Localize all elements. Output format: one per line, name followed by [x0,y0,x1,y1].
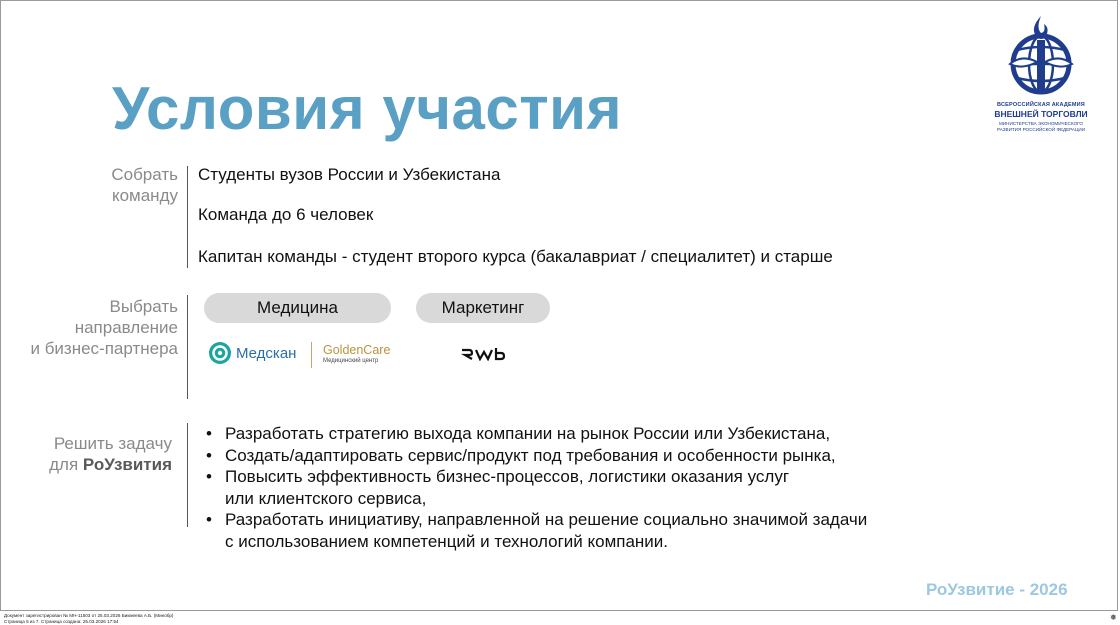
bullet-marker: • [206,510,212,529]
task-bullet-text-cont: или клиентского сервиса, [225,488,427,508]
goldencare-subtitle: Медицинский центр [323,358,379,364]
logo-text-line3a: МИНИСТЕРСТВА ЭКОНОМИЧЕСКОГО [999,121,1083,126]
section-direction-label-line3: и бизнес-партнера [30,339,178,358]
direction-marketing-pill: Маркетинг [416,293,550,323]
section-team-label-line1: Собрать [111,165,178,184]
section-task-divider [187,423,188,527]
partner-medscan-logo [208,341,296,365]
registration-stamp [4,613,173,624]
section-task-label-brand: РоУзвития [82,455,172,474]
task-bullet [206,509,867,552]
logo-text-line3b: РАЗВИТИЯ РОССИЙСКОЙ ФЕДЕРАЦИИ [996,127,1086,132]
task-bullet-text: Разработать инициативу, направленной на решение социально значимой задачи [225,510,868,529]
section-task-label-line2 [49,454,172,475]
direction-medicine-pill: Медицина [204,293,391,323]
partner-separator [311,342,312,368]
goldencare-name: GoldenCare [323,343,391,357]
logo-text-line1: ВСЕРОССИЙСКАЯ АКАДЕМИЯ [997,102,1085,108]
section-direction-divider [187,295,188,399]
section-direction-label [30,296,178,359]
footer-brand: РоУзвитие - 2026 [926,580,1068,599]
task-bullet [206,423,867,445]
bullet-marker: • [206,424,212,443]
stamp-line2: Страница 5 из 7. Страница создана: 25.03.2026 17:54 [4,618,119,624]
stamp-line1: Документ зарегистрирован № МН-11503 от 25.03.2026 Бикмеева А.Б. (Минобр) [4,613,174,618]
page-title: Условия участия [112,75,623,142]
stamp-emblem-icon: ❅ [1110,613,1117,622]
medscan-name: Медскан [236,344,297,362]
task-bullet-text: Повысить эффективность бизнес-процессов, логистики оказания услуг [225,467,790,486]
globe-torch-icon [1000,14,1082,100]
academy-logo [994,14,1088,140]
team-item: Капитан команды - студент второго курса (бакалавриат / специалитет) и старше [198,247,833,266]
task-bullet-text: Разработать стратегию выхода компании на рынок России или Узбекистана, [225,424,831,443]
task-bullet-text: Создать/адаптировать сервис/продукт под требования и особенности рынка, [225,445,836,465]
section-task-label [49,433,172,475]
section-task-label-prefix: для [49,455,83,474]
logo-text-line2: ВНЕШНЕЙ ТОРГОВЛИ [994,109,1088,119]
task-bullet [206,466,867,509]
bullet-marker: • [206,467,212,486]
bullet-marker: • [206,445,212,465]
partner-rwb-logo [460,347,506,361]
partner-goldencare-logo [323,344,390,365]
team-item: Студенты вузов России и Узбекистана [198,165,501,184]
section-team-label [111,164,178,206]
task-bullet [206,445,867,467]
team-item: Команда до 6 человек [198,205,374,224]
logo-text-line3 [994,121,1088,133]
section-direction-label-line1: Выбрать [109,297,178,316]
medscan-icon [208,341,232,365]
task-bullet-text-cont: с использованием компетенций и технологий компании. [225,531,669,551]
section-team-divider [187,166,188,268]
section-task-label-line1: Решить задачу [53,434,172,453]
section-team-label-line2: команду [111,186,178,205]
task-bullet-list [206,423,867,552]
section-direction-label-line2: направление [74,318,178,337]
